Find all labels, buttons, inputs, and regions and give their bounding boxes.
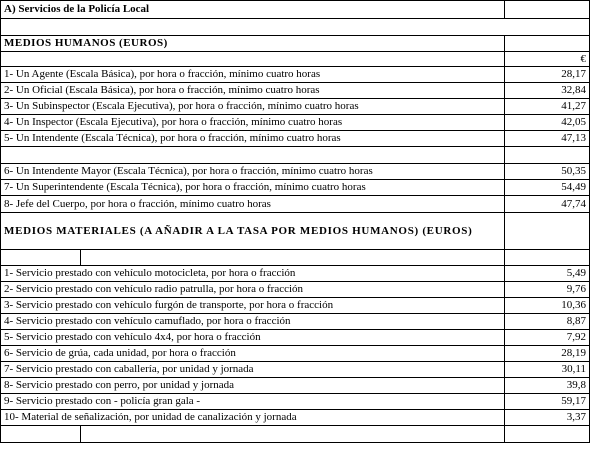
empty-cell <box>81 426 505 443</box>
item-value: 3,37 <box>505 410 590 426</box>
empty-cell <box>505 36 590 52</box>
item-label: 3- Servicio prestado con vehículo furgón de transporte, por hora o fracción <box>1 298 505 314</box>
item-value: 41,27 <box>505 99 590 115</box>
table-row <box>1 346 590 362</box>
item-value: 42,05 <box>505 115 590 131</box>
item-label: 7- Servicio prestado con caballería, por unidad y jornada <box>1 362 505 378</box>
table-row <box>1 378 590 394</box>
currency-symbol: € <box>505 52 590 67</box>
empty-cell <box>505 426 590 443</box>
spacer-row <box>1 147 590 164</box>
table-row <box>1 298 590 314</box>
table-row <box>1 67 590 83</box>
medios-materiales-heading-row <box>1 213 590 250</box>
item-value: 59,17 <box>505 394 590 410</box>
table-row <box>1 196 590 213</box>
item-label: 1- Un Agente (Escala Básica), por hora o fracción, mínimo cuatro horas <box>1 67 505 83</box>
item-label: 8- Servicio prestado con perro, por unidad y jornada <box>1 378 505 394</box>
spacer-row <box>1 250 590 266</box>
section-title: A) Servicios de la Policía Local <box>1 1 505 19</box>
table-row <box>1 83 590 99</box>
item-label: 5- Servicio prestado con vehículo 4x4, por hora o fracción <box>1 330 505 346</box>
item-label: 8- Jefe del Cuerpo, por hora o fracción, mínimo cuatro horas <box>1 196 505 213</box>
spacer-row <box>1 19 590 36</box>
item-label: 4- Servicio prestado con vehículo camuflado, por hora o fracción <box>1 314 505 330</box>
empty-cell <box>505 213 590 250</box>
table-row <box>1 314 590 330</box>
table-row <box>1 410 590 426</box>
item-value: 32,84 <box>505 83 590 99</box>
empty-cell <box>1 426 81 443</box>
item-label: 10- Material de señalización, por unidad de canalización y jornada <box>1 410 505 426</box>
table-row <box>1 266 590 282</box>
table-row <box>1 362 590 378</box>
item-label: 6- Un Intendente Mayor (Escala Técnica), por hora o fracción, mínimo cuatro horas <box>1 164 505 180</box>
item-label: 2- Servicio prestado con vehículo radio patrulla, por hora o fracción <box>1 282 505 298</box>
medios-humanos-heading: MEDIOS HUMANOS (EUROS) <box>1 36 505 52</box>
item-value: 50,35 <box>505 164 590 180</box>
section-title-row <box>1 1 590 19</box>
item-value: 5,49 <box>505 266 590 282</box>
medios-materiales-heading: MEDIOS MATERIALES (A AÑADIR A LA TASA POR MEDIOS HUMANOS) (EUROS) <box>1 213 505 250</box>
empty-cell <box>505 250 590 266</box>
item-label: 4- Un Inspector (Escala Ejecutiva), por hora o fracción, mínimo cuatro horas <box>1 115 505 131</box>
table-row <box>1 99 590 115</box>
item-value: 39,8 <box>505 378 590 394</box>
table-row <box>1 115 590 131</box>
item-value: 28,19 <box>505 346 590 362</box>
empty-cell <box>1 19 590 36</box>
item-label: 5- Un Intendente (Escala Técnica), por hora o fracción, mínimo cuatro horas <box>1 131 505 147</box>
item-value: 47,13 <box>505 131 590 147</box>
empty-cell <box>1 250 81 266</box>
empty-cell <box>1 147 505 164</box>
item-value: 30,11 <box>505 362 590 378</box>
spacer-row <box>1 426 590 443</box>
table-row <box>1 282 590 298</box>
empty-cell <box>1 52 505 67</box>
item-label: 7- Un Superintendente (Escala Técnica), por hora o fracción, mínimo cuatro horas <box>1 180 505 196</box>
currency-row <box>1 52 590 67</box>
empty-cell <box>505 147 590 164</box>
empty-cell <box>81 250 505 266</box>
item-value: 7,92 <box>505 330 590 346</box>
item-value: 10,36 <box>505 298 590 314</box>
table-row <box>1 394 590 410</box>
item-value: 47,74 <box>505 196 590 213</box>
item-value: 54,49 <box>505 180 590 196</box>
item-label: 3- Un Subinspector (Escala Ejecutiva), por hora o fracción, mínimo cuatro horas <box>1 99 505 115</box>
item-label: 6- Servicio de grúa, cada unidad, por hora o fracción <box>1 346 505 362</box>
table-row <box>1 131 590 147</box>
item-value: 9,76 <box>505 282 590 298</box>
item-label: 9- Servicio prestado con - policía gran gala - <box>1 394 505 410</box>
table-row <box>1 180 590 196</box>
item-value: 28,17 <box>505 67 590 83</box>
table-row <box>1 164 590 180</box>
item-label: 1- Servicio prestado con vehículo motocicleta, por hora o fracción <box>1 266 505 282</box>
table-row <box>1 330 590 346</box>
medios-humanos-heading-row <box>1 36 590 52</box>
empty-cell <box>505 1 590 19</box>
item-value: 8,87 <box>505 314 590 330</box>
item-label: 2- Un Oficial (Escala Básica), por hora o fracción, mínimo cuatro horas <box>1 83 505 99</box>
